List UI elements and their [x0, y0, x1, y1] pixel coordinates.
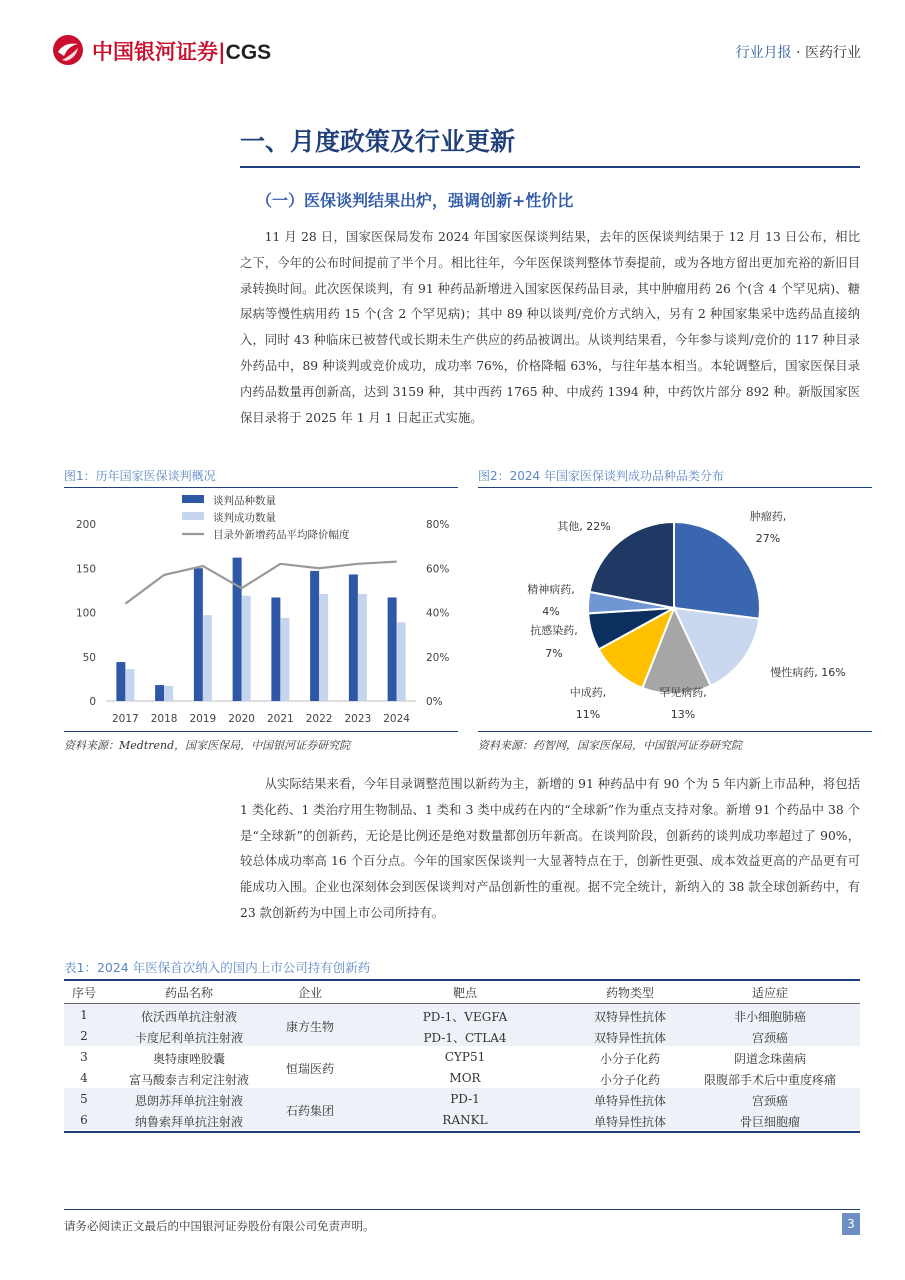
- x-tick-label: 2024: [383, 713, 410, 725]
- bar-negotiated: [349, 574, 358, 701]
- cell-drug-name: 依沃西单抗注射液: [140, 1010, 237, 1024]
- cell-index: 4: [80, 1071, 88, 1085]
- bar-negotiated: [155, 685, 164, 701]
- fig2-title-line: [478, 487, 872, 488]
- y-tick-label: 0: [89, 696, 96, 708]
- th-index: 序号: [71, 986, 96, 1000]
- paragraph-1-text: 11 月 28 日，国家医保局发布 2024 年国家医保谈判结果，去年的医保谈判结果于 12 月 13 日公布，相比之下，今年的公布时间提前了半个月。相比往年，今年医保谈判整体节奏提前，或为各地方留出更加充裕的新旧目录转换时间。此次医保谈判，有 91 种药品新增进入国家医保药品目录，其中肿瘤用药 26 个(含 4 个罕见病)、糖尿病等慢性病用药 15 个(含 2 个罕见病)；其中 89 种以谈判/竞价方式纳入，另有 2 种国家集采中选药品直接纳入，同时 43 种临床已被替代或长期未生产供应的药品被调出。从谈判结果看，今年参与谈判/竞价的 117 种目录外药品中，89 种谈判或竞价成功，成功率 76%，价格降幅 63%，与往年基本相当。本轮调整后，国家医保目录内药品数量再创新高，达到 3159 种，其中西药 1765 种、中成药 1394 种，中药饮片部分 892 种。新版国家医保目录将于 2025 年 1 月 1 日起正式实施。: [240, 230, 860, 425]
- footer-disclaimer: 请务必阅读正文最后的中国银河证券股份有限公司免责声明。: [64, 1219, 375, 1233]
- pie-slice: [590, 522, 674, 608]
- th-company: 企业: [297, 986, 322, 1000]
- y-tick-label: 50: [82, 651, 96, 664]
- fig2-title: 图2：2024 年国家医保谈判成功品种品类分布: [478, 469, 724, 483]
- cell-drug-name: 恩朗苏拜单抗注射液: [134, 1094, 243, 1108]
- table-bottom-border: [64, 1131, 860, 1133]
- cell-indication: 骨巨细胞瘤: [739, 1115, 800, 1129]
- y2-tick-label: 20%: [426, 651, 450, 664]
- cell-drug-type: 双特异性抗体: [593, 1031, 666, 1045]
- fig1-chart: [64, 490, 458, 730]
- section-divider: [240, 166, 860, 168]
- cell-indication: 限腹部手术后中重度疼痛: [703, 1073, 836, 1087]
- y-tick-label: 200: [75, 519, 96, 531]
- cell-index: 5: [80, 1092, 88, 1106]
- cell-index: 1: [80, 1008, 88, 1022]
- cell-target: CYP51: [444, 1050, 486, 1064]
- paragraph-1: [240, 225, 860, 431]
- pie-label: 慢性病药, 16%: [770, 666, 846, 679]
- x-tick-label: 2020: [228, 713, 255, 725]
- pie-pct-label: 11%: [575, 708, 601, 721]
- x-tick-label: 2022: [305, 713, 333, 725]
- bar-negotiated: [310, 571, 319, 701]
- bar-success: [242, 596, 251, 701]
- cell-drug-name: 奥特康唑胶囊: [152, 1052, 225, 1066]
- cell-drug-name: 纳鲁索拜单抗注射液: [134, 1115, 243, 1129]
- y-tick-label: 150: [75, 563, 96, 576]
- cell-company: 恒瑞医药: [285, 1062, 334, 1076]
- pie-slice: [674, 522, 760, 619]
- logo-cgs: CGS: [225, 41, 272, 64]
- th-drug-name: 药品名称: [164, 986, 213, 1000]
- bar-negotiated: [233, 558, 242, 701]
- pie-pct-label: 13%: [670, 708, 696, 721]
- page-number: 3: [842, 1213, 860, 1235]
- cell-drug-type: 单特异性抗体: [593, 1115, 666, 1129]
- th-indication: 适应症: [751, 986, 788, 1000]
- paragraph-2: [240, 772, 860, 927]
- pie-pct-label: 4%: [542, 605, 560, 618]
- header-dot: ·: [796, 45, 801, 61]
- paragraph-2-text: 从实际结果来看，今年目录调整范围以新药为主，新增的 91 种药品中有 90 个为 5 年内新上市品种，将包括 1 类化药、1 类治疗用生物制品、1 类和 3 类中成药在内的“全球新”作为重点支持对象。新增 91 个药品中 38 个是“全球新”的创新药，无论是比例还是绝对数量都创历年新高。在谈判阶段，创新药的谈判成功率超过了 90%，较总体成功率高 16 个百分点。今年的国家医保谈判一大显著特点在于，创新性更强、成本效益更高的产品更有可能成功入围。企业也深刻体会到医保谈判对产品创新性的重视。据不完全统计，新纳入的 38 款全球创新药中，有 23 款创新药为中国上市公司所持有。: [240, 777, 860, 920]
- table-title: 表1：2024 年医保首次纳入的国内上市公司持有创新药: [64, 960, 371, 975]
- logo-name: 中国银河证券: [92, 40, 218, 64]
- th-drug-type: 药物类型: [605, 986, 654, 1000]
- pie-pct-label: 27%: [755, 532, 781, 545]
- pie-pct-label: 7%: [545, 647, 563, 660]
- section-title: 一、月度政策及行业更新: [240, 127, 516, 156]
- x-tick-label: 2019: [189, 713, 217, 725]
- bar-success: [203, 615, 212, 701]
- bar-success: [397, 622, 406, 701]
- th-target: 靶点: [452, 986, 477, 1000]
- fig2-source: 资料来源：药智网，国家医保局，中国银河证券研究院: [478, 739, 742, 752]
- cell-target: MOR: [449, 1071, 481, 1085]
- cell-indication: 阴道念珠菌病: [733, 1052, 806, 1066]
- cell-drug-type: 小分子化药: [599, 1073, 660, 1087]
- cell-index: 2: [80, 1029, 88, 1043]
- subsection-title: （一）医保谈判结果出炉，强调创新+性价比: [256, 191, 574, 210]
- cell-indication: 非小细胞肺癌: [733, 1010, 806, 1024]
- logo-text: [92, 36, 271, 66]
- y2-tick-label: 0%: [426, 696, 443, 708]
- pie-label: 其他, 22%: [557, 520, 611, 533]
- fig1-source: 资料来源：Medtrend，国家医保局，中国银河证券研究院: [64, 739, 351, 752]
- y2-tick-label: 60%: [426, 563, 450, 576]
- bar-negotiated: [271, 597, 280, 701]
- cell-company: 康方生物: [285, 1020, 334, 1034]
- x-tick-label: 2018: [150, 713, 178, 725]
- bar-success: [125, 669, 134, 701]
- bar-negotiated: [388, 597, 397, 701]
- cell-drug-name: 富马酸泰吉利定注射液: [128, 1073, 249, 1087]
- report-type-header: [736, 42, 861, 62]
- bar-success: [358, 594, 367, 701]
- cell-index: 3: [80, 1050, 88, 1064]
- bar-success: [164, 686, 173, 701]
- bar-success: [280, 618, 289, 701]
- cell-indication: 宫颈癌: [751, 1031, 788, 1045]
- logo-icon: [52, 34, 84, 66]
- table-top-border: [64, 979, 860, 981]
- fig2-bottom-line: [478, 731, 872, 732]
- y2-tick-label: 80%: [426, 519, 450, 531]
- footer-line: [64, 1209, 860, 1210]
- bar-negotiated: [194, 568, 203, 701]
- y2-tick-label: 40%: [426, 607, 450, 620]
- cell-target: PD-1: [450, 1092, 480, 1106]
- logo-separator: |: [218, 40, 226, 64]
- legend-label: 谈判成功数量: [213, 512, 276, 524]
- pie-label: 抗感染药,: [530, 624, 578, 637]
- cell-indication: 宫颈癌: [751, 1094, 788, 1108]
- legend-label: 目录外新增药品平均降价幅度: [213, 529, 350, 541]
- legend-swatch: [182, 512, 204, 520]
- report-type: 行业月报: [735, 45, 792, 61]
- pie-label: 精神病药,: [527, 583, 575, 596]
- cell-target: PD-1、CTLA4: [423, 1031, 507, 1045]
- legend-swatch: [182, 495, 204, 503]
- x-tick-label: 2021: [267, 713, 294, 725]
- fig1-bottom-line: [64, 731, 458, 732]
- cell-index: 6: [80, 1113, 88, 1127]
- cell-drug-type: 单特异性抗体: [593, 1094, 666, 1108]
- bar-negotiated: [116, 662, 125, 701]
- y-tick-label: 100: [75, 607, 96, 620]
- cell-company: 石药集团: [285, 1104, 334, 1118]
- report-sector: 医药行业: [805, 45, 861, 61]
- pie-label: 肿瘤药,: [749, 510, 787, 523]
- cell-target: RANKL: [442, 1113, 488, 1127]
- pie-label: 中成药,: [569, 686, 607, 699]
- bar-success: [319, 594, 328, 701]
- fig1-title: 图1：历年国家医保谈判概况: [64, 469, 216, 483]
- fig1-title-line: [64, 487, 458, 488]
- fig2-chart: [478, 490, 872, 730]
- pie-label: 罕见病药,: [659, 686, 707, 699]
- x-tick-label: 2023: [344, 713, 372, 725]
- cell-drug-name: 卡度尼利单抗注射液: [134, 1031, 243, 1045]
- x-tick-label: 2017: [112, 713, 139, 725]
- cell-drug-type: 小分子化药: [599, 1052, 660, 1066]
- cell-drug-type: 双特异性抗体: [593, 1010, 666, 1024]
- cell-target: PD-1、VEGFA: [422, 1010, 508, 1024]
- legend-label: 谈判品种数量: [213, 495, 276, 507]
